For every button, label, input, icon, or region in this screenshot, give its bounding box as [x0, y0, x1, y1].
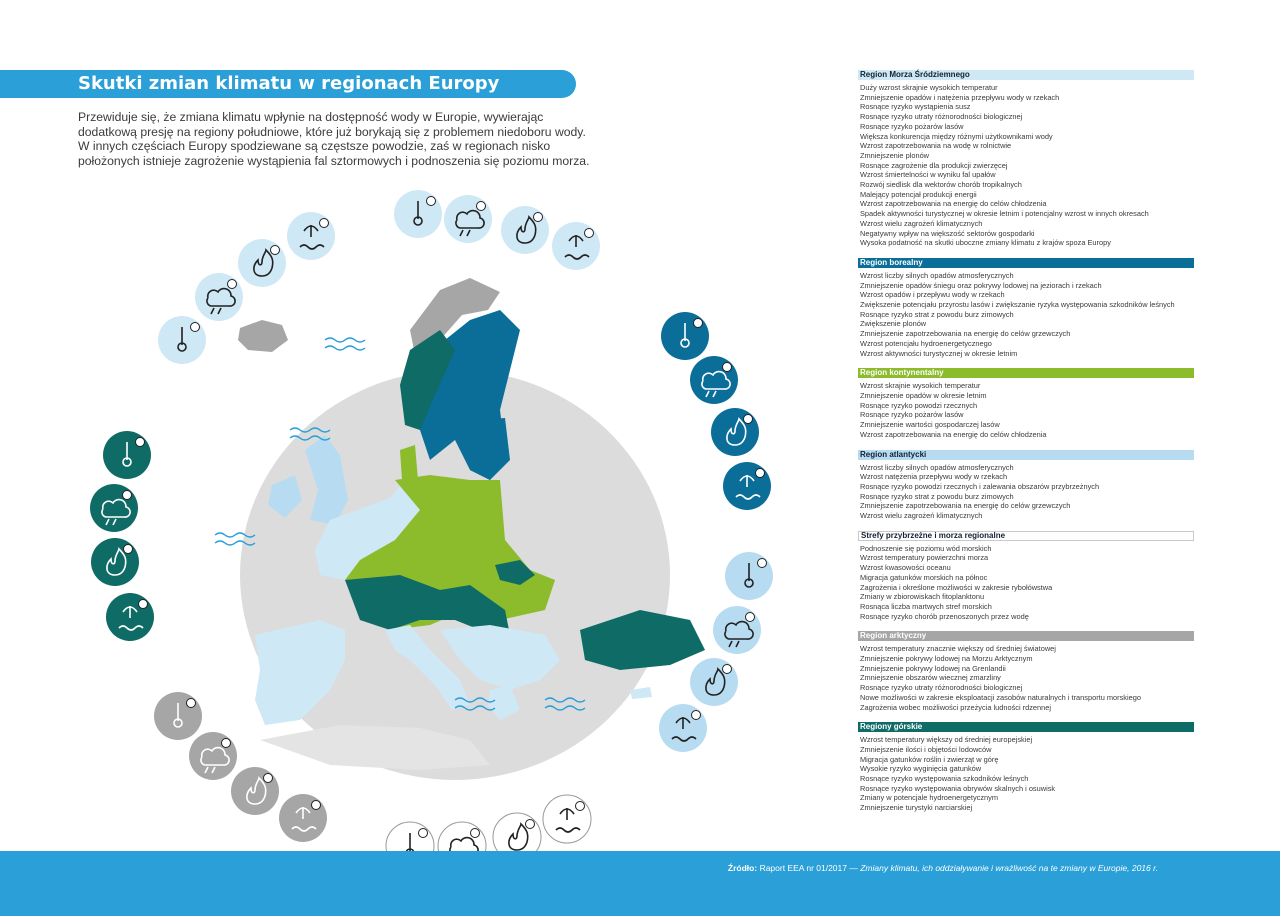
storm-cloud-icon — [724, 551, 774, 601]
legend-panel — [858, 70, 1194, 823]
storm-cloud-icon — [286, 211, 336, 261]
legend-item: Negatywny wpływ na większość sektorów gospodarki — [860, 228, 1035, 238]
legend-header: Regiony górskie — [858, 722, 1194, 732]
legend-item: Rosnące ryzyko wystąpienia susz — [860, 102, 971, 112]
legend-item: Wzrost opadów i przepływu wody w rzekach — [860, 290, 1005, 300]
legend-header: Region arktyczny — [858, 631, 1194, 641]
legend-block-arctic — [858, 631, 1194, 712]
thermometer-icon — [689, 355, 739, 405]
source-title: Zmiany klimatu, ich oddziaływanie i wrażliwość na te zmiany w Europie, 2016 r. — [860, 863, 1158, 873]
legend-header: Region atlantycki — [858, 450, 1194, 460]
legend-item: Wzrost temperatury większy od średniej europejskiej — [860, 735, 1033, 745]
legend-item: Wzrost zapotrzebowania na wodę w rolnictwie — [860, 141, 1012, 151]
legend-item: Rosnące ryzyko występowania szkodników leśnych — [860, 774, 1029, 784]
legend-item: Zmniejszenie ilości i objętości lodowców — [860, 744, 992, 754]
wheat-icon — [500, 205, 550, 255]
source-label: Źródło: — [727, 863, 758, 873]
legend-item: Większa konkurencja między różnymi użytkownikami wody — [860, 131, 1053, 141]
legend-item: Duży wzrost skrajnie wysokich temperatur — [860, 83, 998, 92]
legend-item: Spadek aktywności turystycznej w okresie letnim i potencjalny wzrost w innych okresach — [860, 209, 1149, 219]
legend-item: Rosnące ryzyko strat z powodu burz zimowych — [860, 309, 1014, 319]
legend-item: Zmniejszenie pokrywy lodowej na Morzu Arktycznym — [860, 654, 1033, 664]
legend-item: Rosnące ryzyko pożarów lasów — [860, 410, 964, 420]
legend-header: Strefy przybrzeżne i morza regionalne — [858, 531, 1194, 541]
page-title: Skutki zmian klimatu w regionach Europy — [78, 73, 500, 94]
tree-flood-icon — [712, 605, 762, 655]
legend-item: Rosnące ryzyko utraty różnorodności biologicznej — [860, 683, 1023, 693]
iceberg-icon — [230, 766, 280, 816]
legend-item: Zmiany w potencjale hydroenergetycznym — [860, 793, 999, 803]
legend-item: Wzrost liczby silnych opadów atmosferycznych — [860, 462, 1014, 472]
tree-flood-icon — [660, 311, 710, 361]
legend-item: Zmniejszenie opadów śniegu oraz pokrywy lodowej na jeziorach i rzekach — [860, 280, 1102, 290]
legend-item: Zmniejszenie opadów w okresie letnim — [860, 390, 987, 400]
legend-item: Wzrost zapotrzebowania na energię do celów chłodzenia — [860, 429, 1047, 439]
house-fire-icon — [658, 703, 708, 753]
legend-list — [858, 83, 1194, 248]
legend-item: Wzrost skrajnie wysokich temperatur — [860, 381, 981, 391]
wildfire-icon — [237, 238, 287, 288]
source-note — [728, 863, 1158, 873]
legend-item: Zmniejszenie wartości gospodarczej lasów — [860, 420, 1000, 430]
legend-item: Zagrożenia wobec możliwości przeżycia ludności rdzennej — [860, 702, 1052, 712]
legend-item: Malejący potencjał produkcji energii — [860, 189, 977, 199]
legend-item: Wzrost natężenia przepływu wody w rzekach — [860, 472, 1008, 482]
legend-item: Migracja gatunków roślin i zwierząt w górę — [860, 754, 999, 764]
thermometer-icon — [102, 430, 152, 480]
polar-bear-icon — [278, 793, 328, 843]
legend-item: Zmiany w zbiorowiskach fitoplanktonu — [860, 592, 985, 602]
legend-item: Zmniejszenie obszarów wiecznej zmarzliny — [860, 673, 1001, 683]
legend-block-mediterranean — [858, 70, 1194, 248]
legend-item: Rosnące ryzyko powodzi rzecznych — [860, 400, 978, 410]
legend-item: Zwiększenie plonów — [860, 319, 927, 329]
storm-cloud-icon — [722, 461, 772, 511]
legend-item: Wzrost liczby silnych opadów atmosferycznych — [860, 270, 1014, 280]
legend-item: Zmniejszenie plonów — [860, 150, 930, 160]
thermometer-icon — [157, 315, 207, 365]
wildfire-icon — [710, 407, 760, 457]
legend-block-mountain — [858, 722, 1194, 813]
legend-item: Migracja gatunków morskich na północ — [860, 572, 988, 582]
legend-list — [858, 271, 1194, 358]
legend-block-boreal — [858, 258, 1194, 358]
legend-header: Region borealny — [858, 258, 1194, 268]
mountain-icon — [89, 483, 139, 533]
legend-item: Rosnące ryzyko utraty różnorodności biologicznej — [860, 112, 1023, 122]
legend-item: Wzrost kwasowości oceanu — [860, 563, 951, 573]
footer-bar — [0, 851, 1280, 916]
legend-item: Rosnące ryzyko strat z powodu burz zimowych — [860, 491, 1014, 501]
legend-item: Wzrost śmiertelności w wyniku fal upałów — [860, 170, 996, 180]
wolf-icon — [90, 537, 140, 587]
legend-item: Wzrost potencjału hydroenergetycznego — [860, 338, 992, 348]
rockfall-icon — [105, 592, 155, 642]
legend-block-coastal — [858, 531, 1194, 622]
legend-item: Wzrost wielu zagrożeń klimatycznych — [860, 218, 983, 228]
legend-item: Zmniejszenie turystyki narciarskiej — [860, 803, 973, 813]
legend-item: Podnoszenie się poziomu wód morskich — [860, 543, 992, 553]
legend-header: Region kontynentalny — [858, 368, 1194, 378]
snowflake-icon — [443, 194, 493, 244]
source-report: Raport EEA nr 01/2017 — — [759, 863, 858, 873]
legend-item: Zmniejszenie opadów i natężenia przepływu wody w rzekach — [860, 92, 1060, 102]
legend-item: Rosnące ryzyko występowania obrywów skalnych i osuwisk — [860, 783, 1056, 793]
legend-header: Region Morza Śródziemnego — [858, 70, 1194, 80]
legend-block-continental — [858, 368, 1194, 439]
legend-list — [858, 463, 1194, 521]
intro-text: Przewiduje się, że zmiana klimatu wpłynie na dostępność wody w Europie, wywierając dodatkową presję na regiony południowe, które już borykają się z problemem niedoboru wody. W innych częściach Europy spodziewane są częstsze powodzie, zaś w regionach nisko położonych istnieje zagrożenie wystąpienia fal sztormowych i podnoszenia się poziomu morza. — [78, 110, 590, 168]
sea-thermometer-icon — [542, 794, 592, 844]
legend-list — [858, 381, 1194, 439]
legend-item: Rosnąca liczba martwych stref morskich — [860, 601, 992, 611]
iceland-region — [238, 320, 288, 352]
legend-item: Wzrost wielu zagrożeń klimatycznych — [860, 511, 983, 521]
beach-umbrella-icon — [393, 189, 443, 239]
legend-item: Wzrost temperatury znacznie większy od średniej światowej — [860, 644, 1056, 654]
legend-item: Wzrost zapotrzebowania na energię do celów chłodzenia — [860, 199, 1047, 209]
legend-item: Wzrost aktywności turystycznej w okresie letnim — [860, 348, 1018, 358]
legend-item: Wysokie ryzyko wyginięcia gatunków — [860, 764, 982, 774]
legend-item: Nowe możliwości w zakresie eksploatacji zasobów naturalnych i transportu morskiego — [860, 692, 1141, 702]
legend-list — [858, 644, 1194, 712]
legend-item: Rozwój siedlisk dla wektorów chorób tropikalnych — [860, 180, 1022, 190]
legend-item: Zagrożenia i określone możliwości w zakresie rybołówstwa — [860, 582, 1053, 592]
legend-item: Rosnące zagrożenie dla produkcji zwierzęcej — [860, 160, 1008, 170]
rain-cloud-icon — [551, 221, 601, 271]
legend-item: Rosnące ryzyko powodzi rzecznych i zalewania obszarów przybrzeżnych — [860, 481, 1100, 491]
legend-item: Rosnące ryzyko pożarów lasów — [860, 121, 964, 131]
legend-list — [858, 735, 1194, 813]
legend-item: Wysoka podatność na skutki uboczne zmiany klimatu z krajów spoza Europy — [860, 238, 1111, 248]
legend-item: Zmniejszenie pokrywy lodowej na Grenlandii — [860, 663, 1006, 673]
legend-item: Zmniejszenie zapotrzebowania na energię do celów grzewczych — [860, 501, 1071, 511]
denmark-region — [400, 445, 418, 480]
legend-item: Wzrost temperatury powierzchni morza — [860, 553, 989, 563]
legend-list — [858, 544, 1194, 622]
title-banner — [0, 70, 576, 98]
flooded-house-icon — [689, 657, 739, 707]
legend-item: Zmniejszenie zapotrzebowania na energię do celów grzewczych — [860, 329, 1071, 339]
legend-block-atlantic — [858, 450, 1194, 521]
legend-item: Rosnące ryzyko chorób przenoszonych przez wodę — [860, 611, 1029, 621]
legend-item: Zwiększenie potencjału przyrostu lasów i zwiększanie ryzyka występowania szkodników leśnych — [860, 300, 1175, 310]
